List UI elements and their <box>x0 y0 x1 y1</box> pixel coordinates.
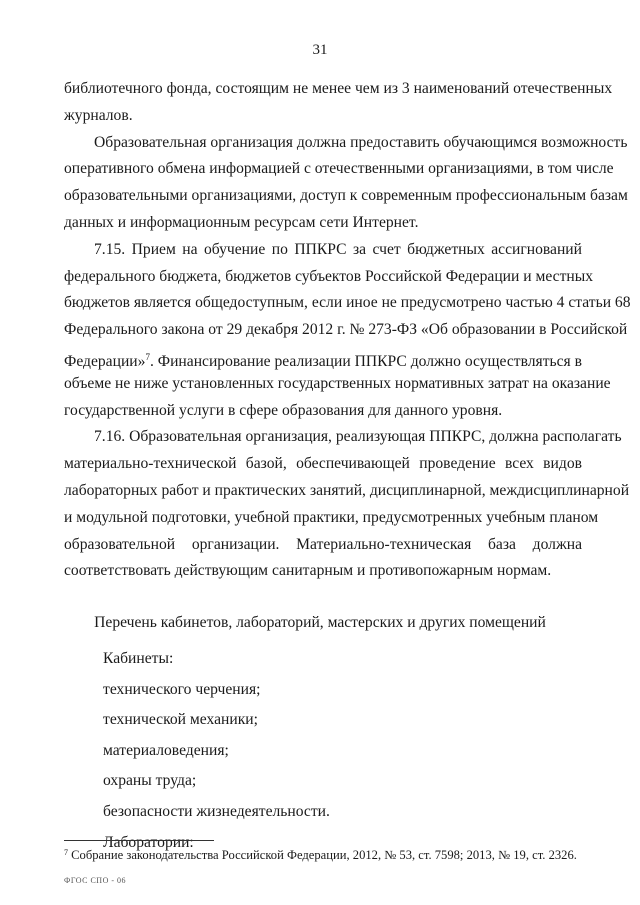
text-fragment: Федерации» <box>64 352 146 370</box>
text-line: данных и информационным ресурсам сети Интернет. <box>64 213 419 231</box>
text-line: и модульной подготовки, учебной практики, предусмотренных учебным планом <box>64 508 599 526</box>
text-line: 7.15. Прием на обучение по ППКРС за счет бюджетных ассигнований <box>94 240 582 258</box>
text-line: государственной услуги в сфере образования для данного уровня. <box>64 401 503 419</box>
text-line: Образовательная организация должна предоставить обучающимся возможность <box>94 133 628 151</box>
text-line: лабораторных работ и практических занятий, дисциплинарной, междисциплинарной <box>64 481 630 499</box>
text-line-with-footnote <box>64 344 582 371</box>
list-item: материаловедения; <box>103 741 229 759</box>
footnote-separator <box>64 840 214 841</box>
footnote <box>64 848 577 863</box>
page-number: 31 <box>312 42 328 58</box>
footnote-marker: 7 <box>64 848 68 857</box>
text-fragment: . Финансирование реализации ППКРС должно осуществляться в <box>149 352 582 370</box>
list-title: Перечень кабинетов, лабораторий, мастерских и других помещений <box>94 614 546 631</box>
text-line: соответствовать действующим санитарным и противопожарным нормам. <box>64 562 552 580</box>
premises-list <box>103 644 330 858</box>
footnote-text: Собрание законодательства Российской Федерации, 2012, № 53, ст. 7598; 2013, № 19, ст. 2326. <box>71 848 577 862</box>
list-item: безопасности жизнедеятельности. <box>103 802 330 820</box>
list-item: Лаборатории: <box>103 833 194 851</box>
text-line: образовательными организациями, доступ к современным профессиональным базам <box>64 187 628 205</box>
list-item: Кабинеты: <box>103 650 174 667</box>
text-line: объеме не ниже установленных государственных нормативных затрат на оказание <box>64 374 611 392</box>
text-line: библиотечного фонда, состоящим не менее чем из 3 наименований отечественных <box>64 80 613 97</box>
document-code: ФГОС СПО - 06 <box>64 876 127 885</box>
text-line: журналов. <box>64 106 133 124</box>
list-item: технической механики; <box>103 711 258 729</box>
text-line: Федерального закона от 29 декабря 2012 г. № 273-ФЗ «Об образовании в Российской <box>64 321 628 339</box>
text-line: 7.16. Образовательная организация, реализующая ППКРС, должна располагать <box>94 428 622 446</box>
text-line: бюджетов является общедоступным, если иное не предусмотрено частью 4 статьи 68 <box>64 294 631 312</box>
text-line: материально-технической базой, обеспечивающей проведение всех видов <box>64 455 582 473</box>
list-item: технического черчения; <box>103 680 261 698</box>
text-line: федерального бюджета, бюджетов субъектов Российской Федерации и местных <box>64 267 594 285</box>
list-item: охраны труда; <box>103 772 197 790</box>
body-text <box>64 76 631 585</box>
text-line: образовательной организации. Материально-техническая база должна <box>64 535 582 553</box>
text-line: оперативного обмена информацией с отечественными организациями, в том числе <box>64 160 614 178</box>
footnote-reference: 7 <box>145 351 150 362</box>
